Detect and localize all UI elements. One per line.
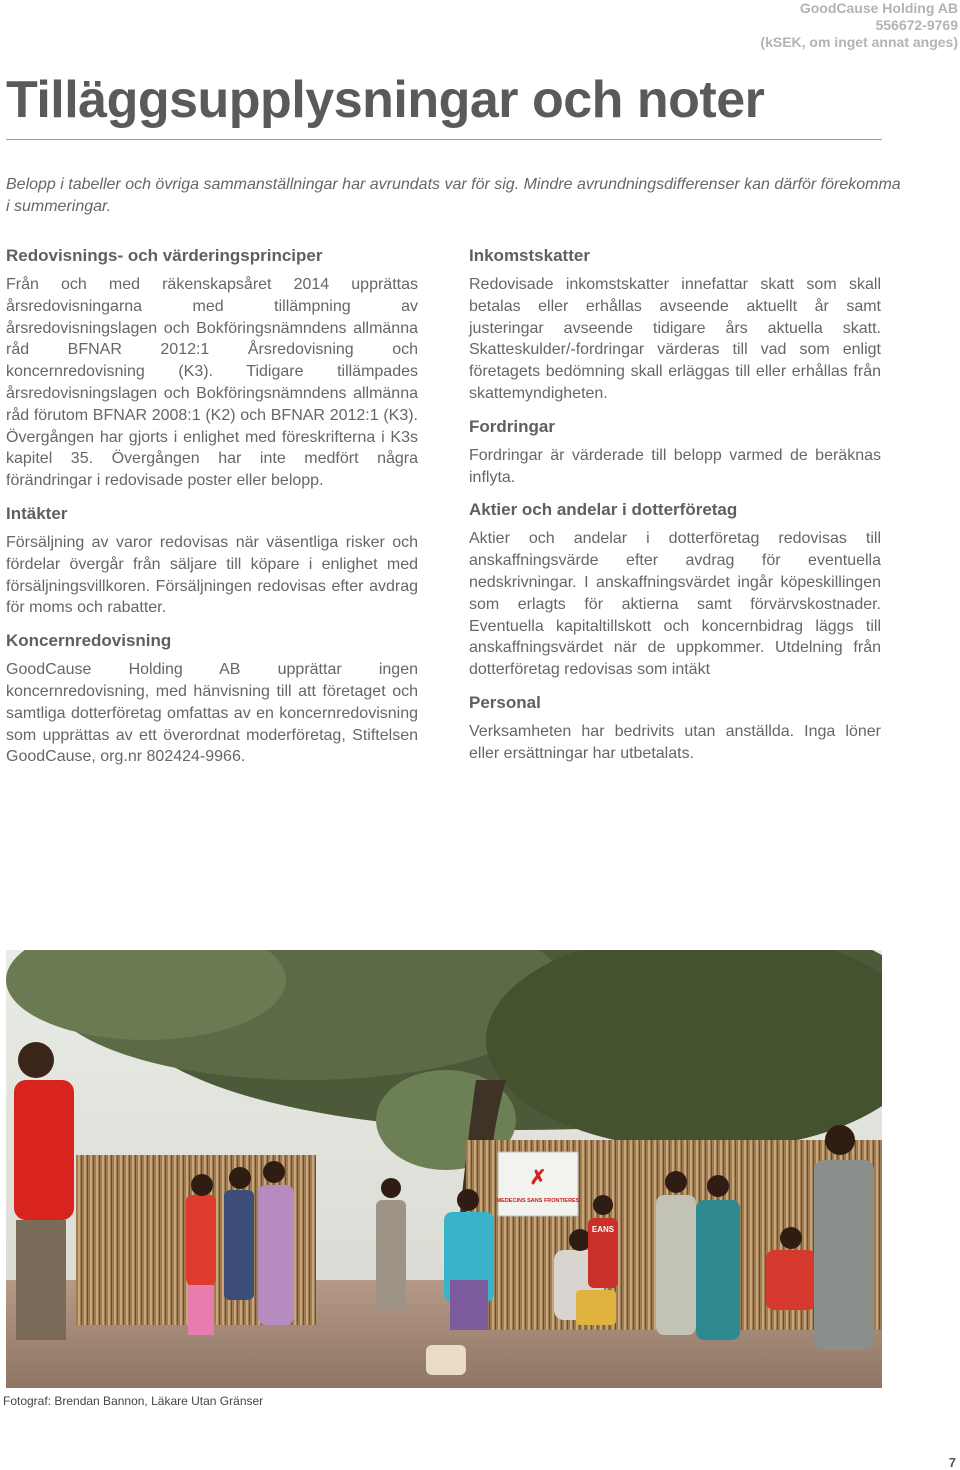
- section-fordringar: [469, 415, 881, 489]
- svg-text:MEDECINS SANS FRONTIERES: MEDECINS SANS FRONTIERES: [496, 1198, 580, 1204]
- intro-text: Belopp i tabeller och övriga sammanställningar har avrundats var för sig. Mindre avrundningsdifferenser kan därför förekomma i summeringar.: [6, 176, 901, 215]
- section-heading: Aktier och andelar i dotterföretag: [469, 500, 738, 520]
- section-redovisningsprinciper: [6, 244, 418, 492]
- section-heading: Intäkter: [6, 503, 68, 523]
- section-intakter: [6, 502, 418, 619]
- page-title: Tilläggsupplysningar och noter: [6, 71, 765, 129]
- section-heading: Redovisnings- och värderingsprinciper: [6, 246, 323, 265]
- section-heading: Inkomstskatter: [469, 246, 590, 265]
- title-divider: [6, 139, 882, 140]
- section-aktier-dotterforetag: [469, 498, 881, 681]
- section-heading: Fordringar: [469, 416, 555, 436]
- section-body: Fordringar är värderade till belopp varmed de beräknas inflyta.: [469, 446, 881, 486]
- village-photo: [6, 950, 882, 1388]
- section-body: Verksamheten har bedrivits utan anställda. Inga löner eller ersättningar har utbetalats.: [469, 722, 881, 762]
- section-body: Redovisade inkomstskatter innefattar skatt som skall betalas eller erhållas avseende aktuellt år samt justeringar avseende tidigare års aktuella skatt. Skatteskulder/-fordringar värderas till vad som enligt företagets bedömning skall erläggas till eller erhållas från skattemyndigheten.: [469, 276, 881, 402]
- left-column: [6, 244, 418, 778]
- currency-note: (kSEK, om inget annat anges): [760, 34, 958, 50]
- section-heading: Koncernredovisning: [6, 631, 172, 651]
- photo-illustration: [6, 950, 882, 1388]
- org-number: 556672-9769: [875, 17, 958, 33]
- section-inkomstskatter: [469, 244, 881, 405]
- section-koncernredovisning: [6, 629, 418, 768]
- document-header: [760, 0, 958, 51]
- section-body: Försäljning av varor redovisas när väsentliga risker och fördelar övergår från säljare till köpare i enlighet med försäljningsvillkoren. Försäljningen redovisas efter avdrag för moms och rabatter.: [6, 533, 418, 617]
- msf-banner: [497, 1152, 580, 1216]
- section-body: GoodCause Holding AB upprättar ingen koncernredovisning, med hänvisning till att företaget och samtliga dotterföretag omfattas av en koncernredovisning som upprättas av ett överordnat moderföretag, Stiftelsen GoodCause, org.nr 802424-9966.: [6, 661, 418, 766]
- section-body: Från och med räkenskapsåret 2014 upprättas årsredovisningarna med tillämpning av årsredovisningslagen och Bokföringsnämndens allmänna råd BFNAR 2012:1 Årsredovisning och koncernredovisning (K3). Tidigare tillämpades årsredovisningslagen och Bokföringsnämndens allmänna råd förutom BFNAR 2008:1 (K2) och BFNAR 2012:1 (K3). Övergången har gjorts i enlighet med föreskrifterna i K3s kapitel 35. Övergången har inte medfört några förändringar i redovisade poster eller belopp.: [6, 276, 418, 490]
- section-personal: [469, 691, 881, 765]
- right-column: [469, 244, 881, 775]
- page-number: 7: [948, 1455, 956, 1470]
- section-body: Aktier och andelar i dotterföretag redovisas till anskaffningsvärde efter avdrag för eventuella nedskrivningar. I anskaffningsvärdet ingår köpeskillingen som erlagts för aktierna samt förvärvskostnader. Eventuella kapitaltillskott och koncernbidrag läggs till anskaffningsvärdet när de uppkommer. Utdelning från dotterföretag redovisas som intäkt: [469, 530, 881, 679]
- company-name: GoodCause Holding AB: [799, 0, 958, 16]
- svg-text:EANS: EANS: [591, 1225, 615, 1234]
- section-heading: Personal: [469, 692, 541, 712]
- photo-caption: Fotograf: Brendan Bannon, Läkare Utan Gränser: [3, 1394, 264, 1408]
- svg-text:✗: ✗: [529, 1167, 547, 1189]
